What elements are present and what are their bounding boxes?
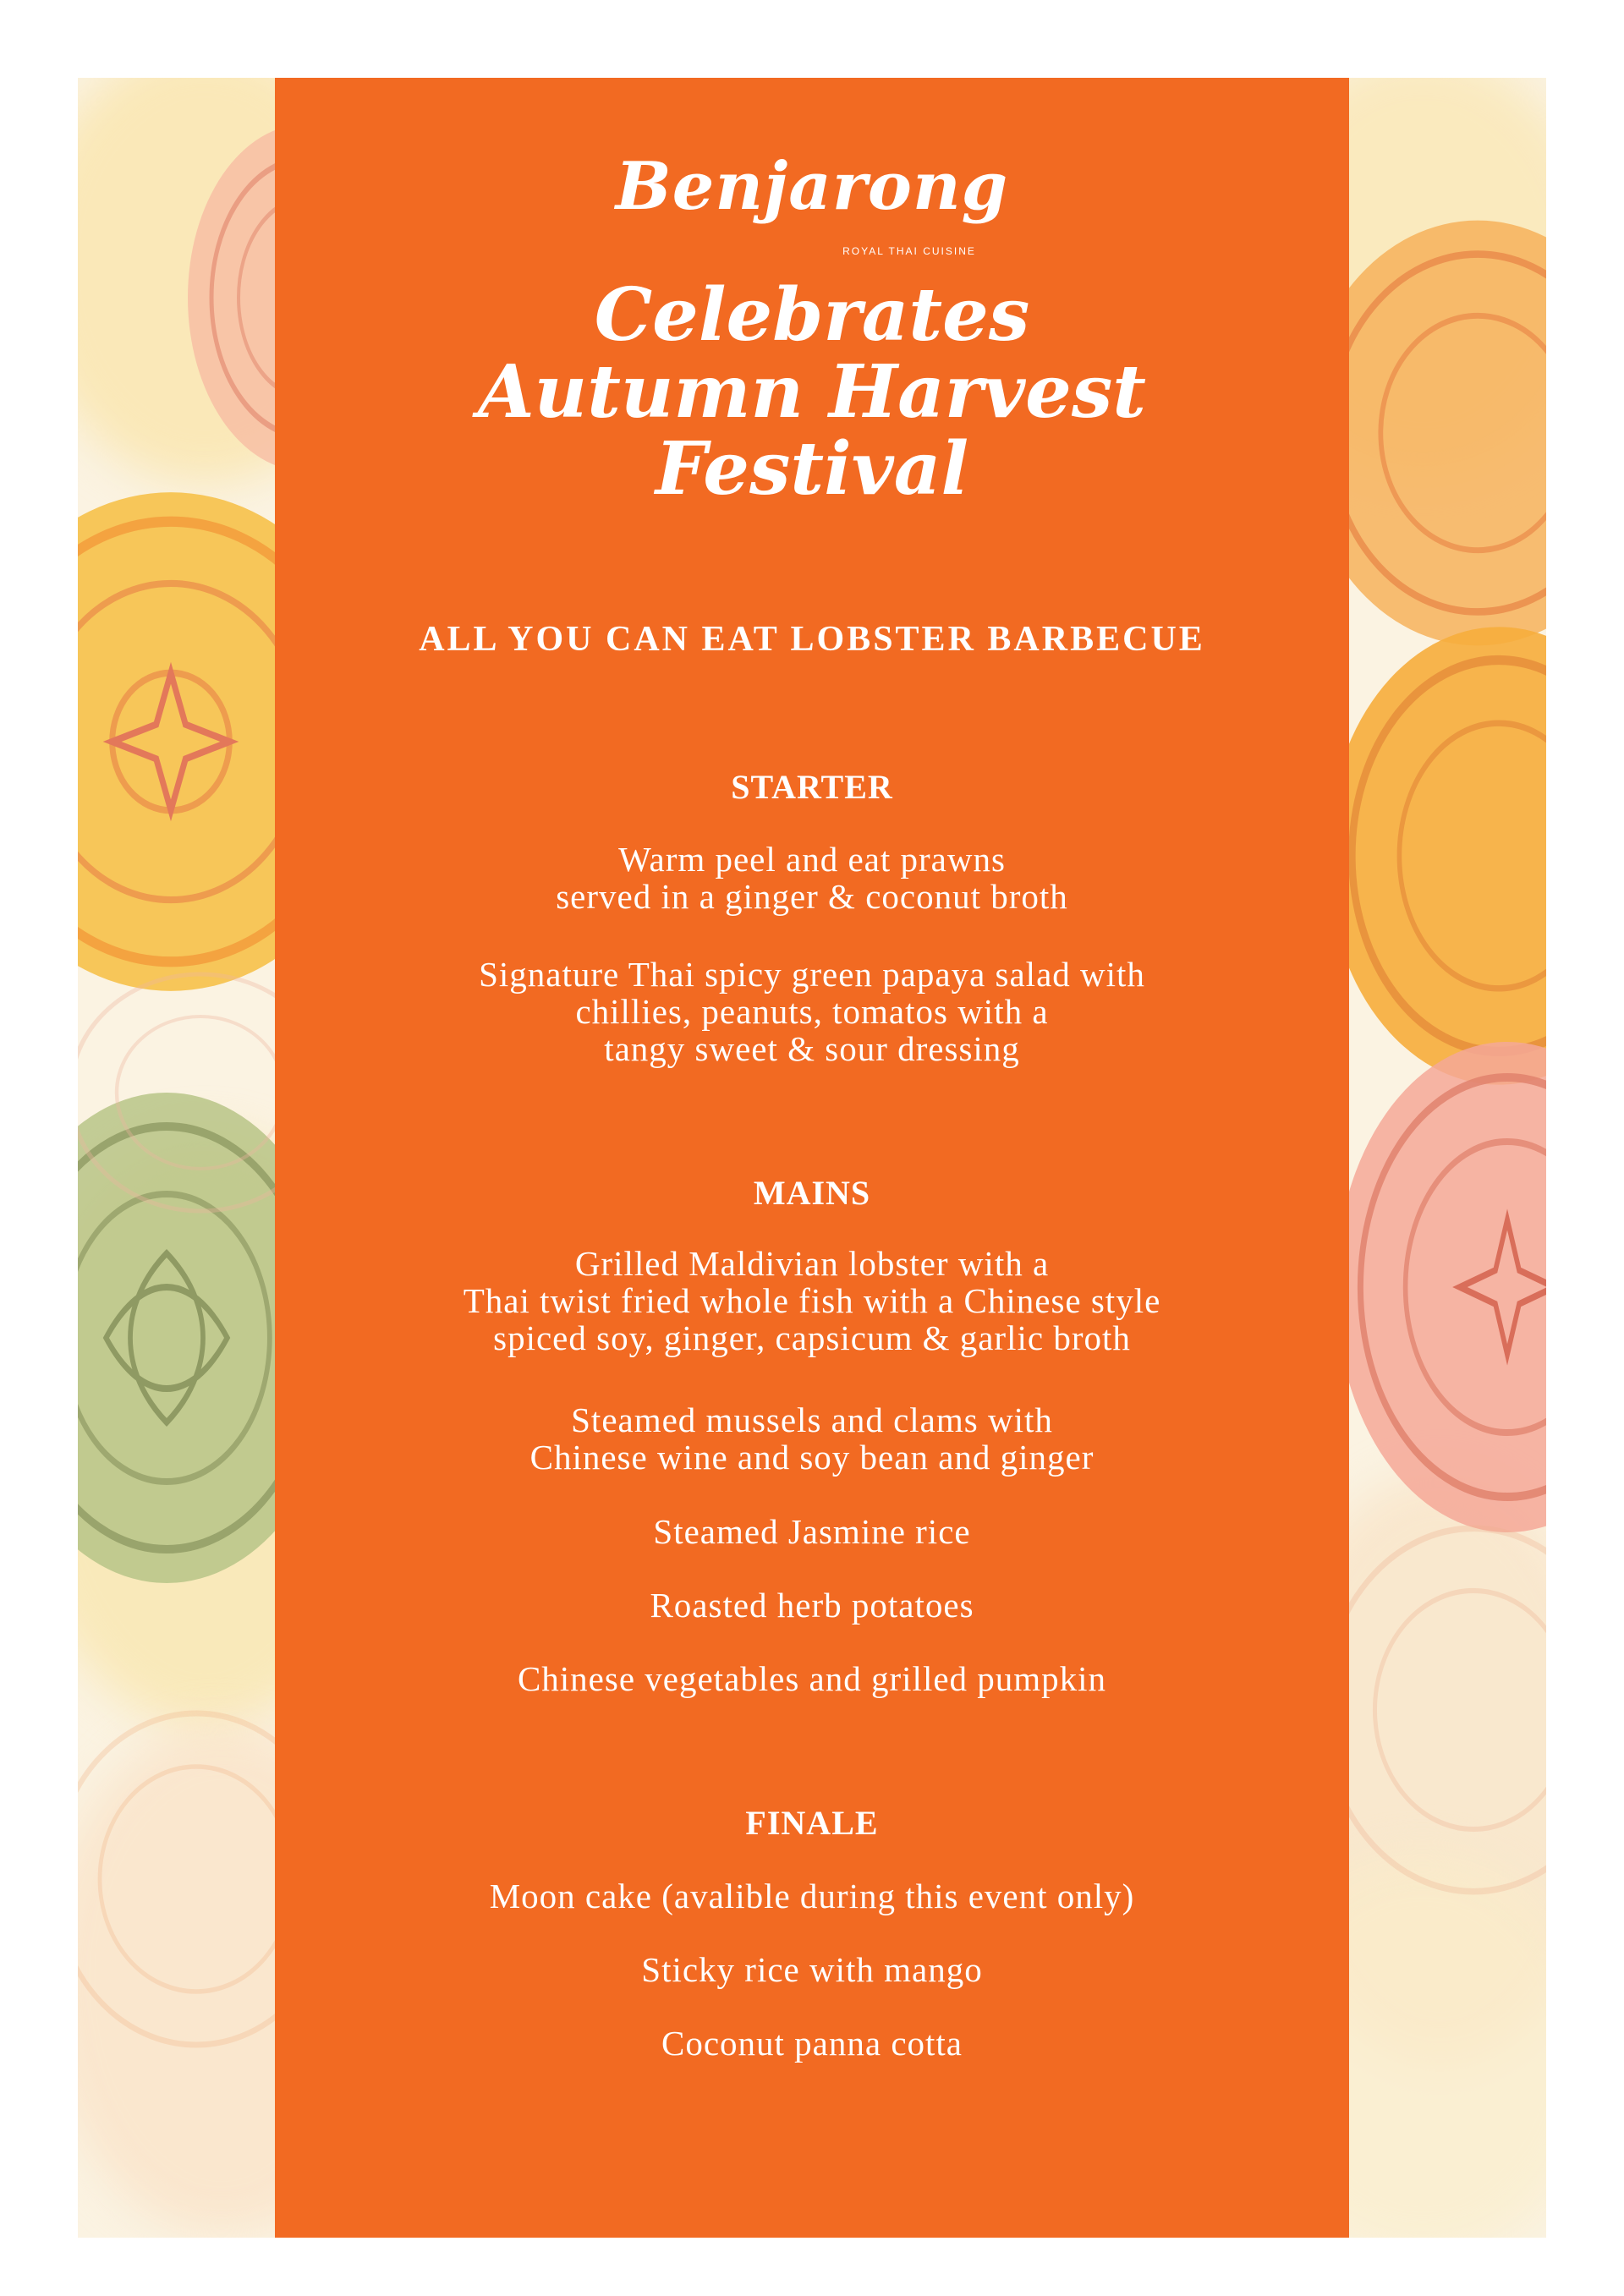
menu-item-line: Grilled Maldivian lobster with a [574, 1244, 1050, 1283]
title-line: Celebrates [594, 272, 1030, 358]
menu-item-line: served in a ginger & coconut broth [556, 877, 1068, 916]
section-title-finale: FINALE [745, 1804, 879, 1842]
menu-item [275, 1586, 1349, 1624]
menu-item-line: Sticky rice with mango [641, 1950, 983, 1989]
title-line: Autumn Harvest [477, 349, 1147, 435]
menu-item-line: Thai twist fried whole fish with a Chinese style [463, 1281, 1161, 1320]
menu-item-line: Warm peel and eat prawns [618, 840, 1006, 879]
menu-item [275, 956, 1349, 1067]
menu-item-line: chillies, peanuts, tomatos with a [575, 992, 1049, 1031]
title-line: Festival [655, 426, 969, 512]
menu-item-line: Chinese wine and soy bean and ginger [529, 1438, 1095, 1477]
mooncake-decoration-icon [1330, 1033, 1546, 1541]
menu-item [275, 1401, 1349, 1476]
menu-item [275, 1951, 1349, 1988]
menu-item-line: tangy sweet & sour dressing [604, 1029, 1020, 1068]
menu-item-line: Signature Thai spicy green papaya salad with [479, 955, 1145, 994]
menu-item-line: Roasted herb potatoes [650, 1586, 974, 1625]
mooncake-decoration-icon [1321, 619, 1546, 1093]
menu-item-line: Steamed Jasmine rice [653, 1512, 971, 1551]
menu-item-line: spiced soy, ginger, capsicum & garlic broth [493, 1318, 1131, 1357]
section-title-starter: STARTER [731, 768, 893, 806]
section-title-mains: MAINS [753, 1174, 871, 1212]
menu-item [275, 1513, 1349, 1550]
menu-item [275, 841, 1349, 915]
menu-subtitle: ALL YOU CAN EAT LOBSTER BARBECUE [419, 620, 1205, 659]
brand-logo: Benjarong [615, 148, 1009, 225]
menu-panel [275, 78, 1349, 2238]
menu-item [275, 1877, 1349, 1915]
menu-item [275, 1245, 1349, 1356]
brand-tagline: ROYAL THAI CUISINE [842, 245, 976, 257]
menu-item [275, 2025, 1349, 2062]
menu-item-line: Steamed mussels and clams with [571, 1400, 1053, 1439]
menu-item-line: Chinese vegetables and grilled pumpkin [517, 1659, 1107, 1698]
menu-item [275, 1660, 1349, 1697]
menu-item-line: Coconut panna cotta [661, 2024, 963, 2063]
menu-item-line: Moon cake (avalible during this event only) [489, 1877, 1135, 1915]
page-title [275, 272, 1349, 512]
